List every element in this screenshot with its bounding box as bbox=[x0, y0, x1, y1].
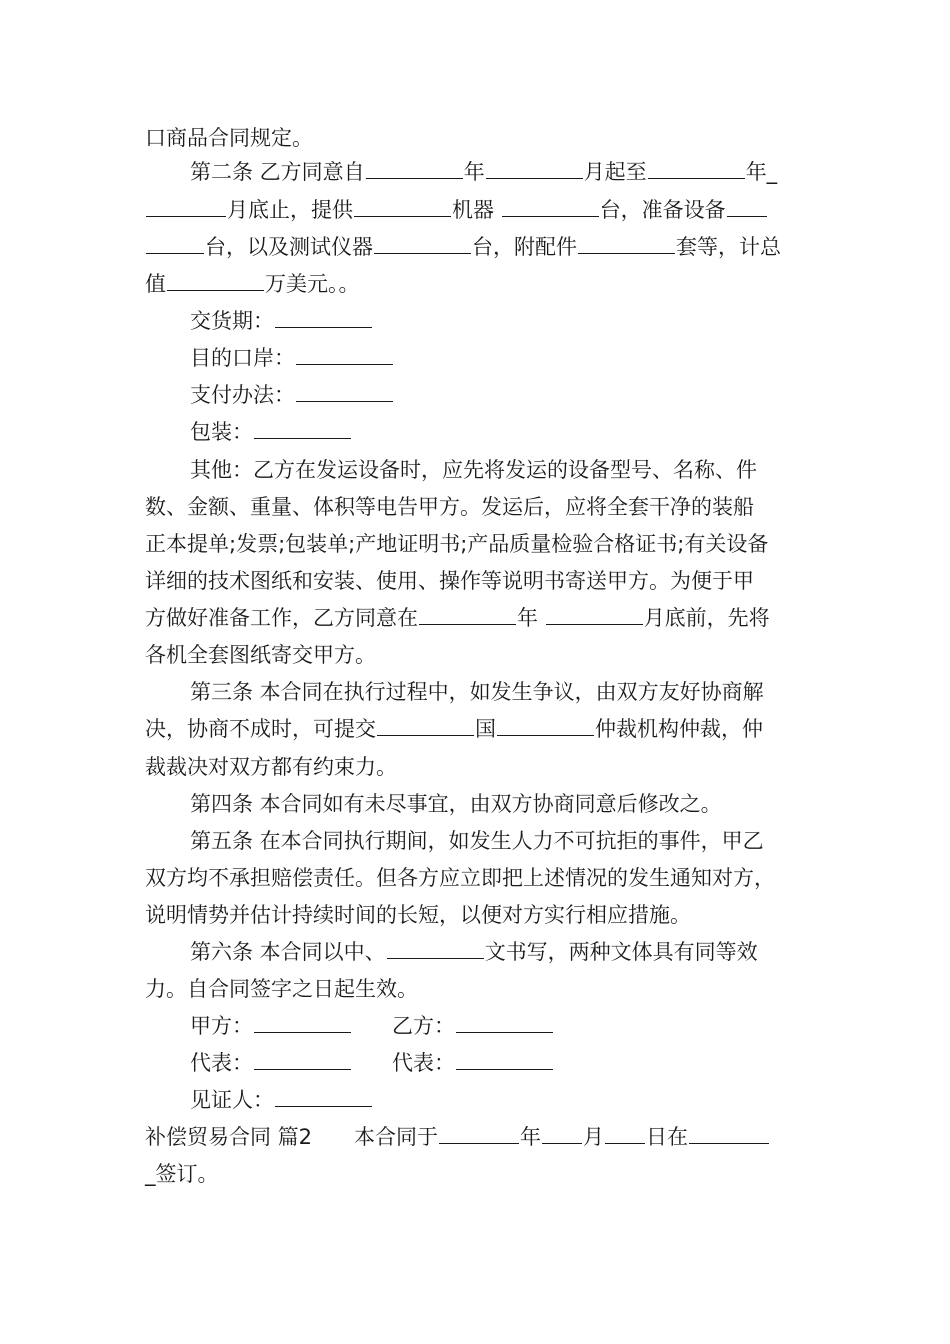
signature-line: 甲方： 乙方： bbox=[190, 1012, 554, 1040]
blank-field[interactable] bbox=[366, 158, 463, 179]
blank-field[interactable] bbox=[502, 196, 599, 217]
blank-field[interactable] bbox=[377, 715, 474, 736]
blank-field[interactable] bbox=[374, 233, 471, 254]
blank-field[interactable] bbox=[578, 233, 675, 254]
text-line: _签订。 bbox=[145, 1162, 219, 1186]
text-line: 详细的技术图纸和安装、使用、操作等说明书寄送甲方。为便于甲 bbox=[145, 569, 754, 593]
text-line: 第五条 在本合同执行期间，如发生人力不可抗拒的事件，甲乙 bbox=[190, 829, 764, 853]
text-line: 方做好准备工作，乙方同意在 年 月底前，先将 bbox=[145, 606, 770, 630]
blank-field[interactable] bbox=[254, 1049, 351, 1070]
text-line: 月底止，提供 机器 台，准备设备 bbox=[145, 196, 768, 224]
text-line: 目的口岸： bbox=[190, 344, 394, 372]
blank-field[interactable] bbox=[254, 418, 351, 439]
blank-field[interactable] bbox=[146, 196, 226, 217]
blank-field[interactable] bbox=[439, 1123, 519, 1144]
blank-field[interactable] bbox=[167, 270, 264, 291]
signature-line: 见证人： bbox=[190, 1086, 373, 1114]
text-line: 第四条 本合同如有未尽事宜，由双方协商同意后修改之。 bbox=[190, 792, 722, 816]
blank-field[interactable] bbox=[354, 196, 451, 217]
blank-field[interactable] bbox=[296, 344, 393, 365]
blank-field[interactable] bbox=[387, 938, 484, 959]
blank-field[interactable] bbox=[605, 1123, 645, 1144]
text-line: 支付办法： bbox=[190, 381, 394, 409]
text-line: 第六条 本合同以中、 文书写，两种文体具有同等效 bbox=[190, 940, 758, 964]
text-line: 双方均不承担赔偿责任。但各方应立即把上述情况的发生通知对方， bbox=[145, 866, 775, 890]
blank-field[interactable] bbox=[456, 1049, 553, 1070]
text-line: 台，以及测试仪器 台，附配件 套等，计总 bbox=[145, 233, 781, 261]
signature-line: 代表： 代表： bbox=[190, 1049, 554, 1077]
text-line: 口商品合同规定。 bbox=[145, 126, 313, 150]
text-line: 交货期： bbox=[190, 307, 373, 335]
text-line: 第二条 乙方同意自 年 月起至 年_ bbox=[190, 160, 778, 184]
text-line: 各机全套图纸寄交甲方。 bbox=[145, 643, 376, 667]
text-line: 其他：乙方在发运设备时，应先将发运的设备型号、名称、件 bbox=[190, 458, 757, 482]
blank-field[interactable] bbox=[689, 1123, 769, 1144]
blank-field[interactable] bbox=[546, 604, 643, 625]
blank-field[interactable] bbox=[456, 1012, 553, 1033]
blank-field[interactable] bbox=[275, 307, 372, 328]
blank-field[interactable] bbox=[542, 1123, 582, 1144]
text-line: 第三条 本合同在执行过程中，如发生争议，由双方友好协商解 bbox=[190, 680, 764, 704]
text-line: 裁裁决对双方都有约束力。 bbox=[145, 755, 397, 779]
text-line: 正本提单;发票;包装单;产地证明书;产品质量检验合格证书;有关设备 bbox=[145, 532, 769, 556]
text-line: 数、金额、重量、体积等电告甲方。发运后，应将全套干净的装船 bbox=[145, 495, 754, 519]
text-line: 决，协商不成时，可提交 国 仲裁机构仲裁，仲 bbox=[145, 717, 763, 741]
blank-field[interactable] bbox=[275, 1086, 372, 1107]
text-line: 说明情势并估计持续时间的长短，以便对方实行相应措施。 bbox=[145, 903, 691, 927]
section-title: 补偿贸易合同 篇2 bbox=[145, 1125, 313, 1149]
blank-field[interactable] bbox=[254, 1012, 351, 1033]
blank-field[interactable] bbox=[727, 196, 767, 217]
blank-field[interactable] bbox=[146, 233, 204, 254]
text-line: 力。自合同签字之日起生效。 bbox=[145, 977, 418, 1001]
section-title-line: 补偿贸易合同 篇2 本合同于 年 月 日在 bbox=[145, 1123, 770, 1151]
blank-field[interactable] bbox=[419, 604, 516, 625]
text-line: 值 万美元。。 bbox=[145, 272, 360, 296]
text-line: 包装： bbox=[190, 418, 352, 446]
blank-field[interactable] bbox=[486, 158, 583, 179]
blank-field[interactable] bbox=[497, 715, 594, 736]
blank-field[interactable] bbox=[296, 381, 393, 402]
blank-field[interactable] bbox=[648, 158, 745, 179]
